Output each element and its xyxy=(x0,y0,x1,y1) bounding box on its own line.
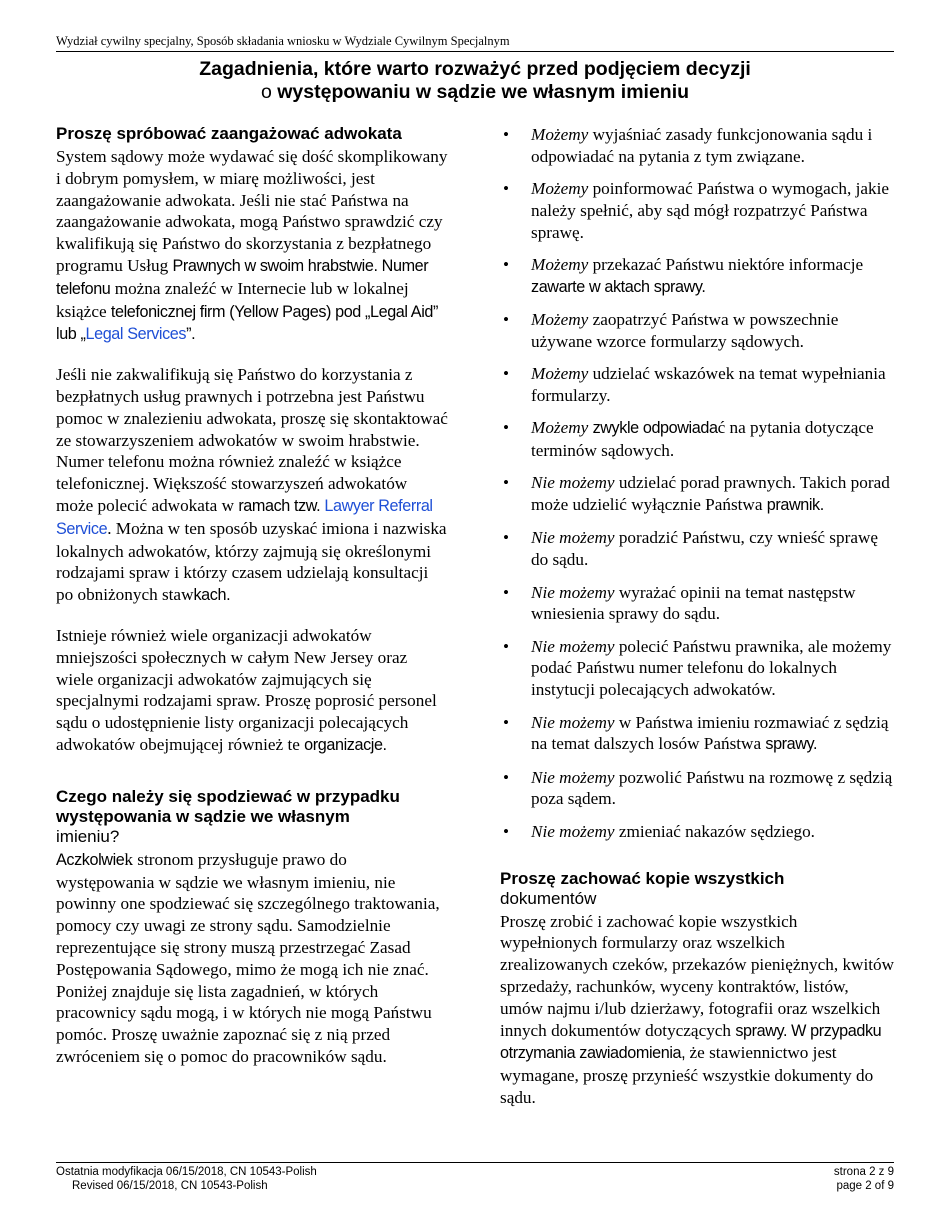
document-footer xyxy=(56,1162,894,1192)
list-item xyxy=(500,821,894,843)
text-run: pozwolić Państwu na rozmowę z sędzią poza sądem. xyxy=(531,767,893,809)
text-run: k stronom przysługuje prawo do występowania w sądzie we własnym imieniu, nie powinny one spodziewać się szczególnego traktowania, pomocy czy uwagi ze strony sądu. Samodzielnie reprezentujące się strony muszą przestrzegać Zasad Postępowania Sądowego, mimo że mogą ich nie znać. Poniżej znajduje się lista zagadnień, w których pracownicy sądu mogą, i w których nie mogą Państwu pomóc. Proszę uważnie zapoznać się z nią przed zwróceniem się o pomoc do pracowników sądu. xyxy=(56,849,440,1066)
paragraph-lawyer-1 xyxy=(56,146,448,346)
text-run: udzielać wskazówek na temat wypełniania formularzy. xyxy=(531,364,886,405)
item-emphasis: Nie możemy xyxy=(531,582,615,602)
text-run: telefonicznej firm (Yellow Pages) pod „Legal Aid” lub „ xyxy=(56,302,438,344)
legal-services-link[interactable]: Legal Services xyxy=(85,325,187,344)
text-run: wyjaśniać zasady funkcjonowania sądu i odpowiadać na pytania z tym związane. xyxy=(531,125,873,166)
item-emphasis: Nie możemy xyxy=(531,821,615,841)
bullet-icon: • xyxy=(503,767,510,787)
heading-bold-run: Czego należy się spodziewać w przypadku występowania w sądzie we własnym xyxy=(56,786,400,826)
text-run: zwykle odpowiada xyxy=(592,419,718,438)
bullet-icon: • xyxy=(503,179,510,199)
paragraph-lawyer-3 xyxy=(56,625,448,757)
text-run: prawnik. xyxy=(766,496,824,515)
title-line-2-bold: występowaniu w sądzie we własnym imieniu xyxy=(271,81,690,103)
text-run: ramach tzw. xyxy=(238,496,325,515)
heading-bold-run: Proszę zachować kopie wszystkich xyxy=(500,868,785,888)
title-line-2-prefix: o xyxy=(260,81,272,103)
text-run: że stawiennictwo jest wymagane, proszę przynieść wszystkie dokumenty do sądu. xyxy=(500,1043,874,1107)
list-item xyxy=(500,309,894,353)
text-run: Prawnych w swoim hrabstwie. Numer telefonu xyxy=(56,256,429,298)
list-item xyxy=(500,712,894,757)
item-emphasis: Nie możemy xyxy=(531,636,615,656)
lawyer-referral-service-link[interactable]: Lawyer Referral Service xyxy=(56,496,433,538)
footer-page-number xyxy=(834,1166,894,1193)
item-emphasis: Możemy xyxy=(531,125,589,144)
item-emphasis: Nie możemy xyxy=(531,528,615,548)
section-heading-keep-copies xyxy=(500,869,894,909)
text-run: można znaleźć w Internecie lub w lokalnej książce xyxy=(56,278,409,321)
section-heading-lawyer: Proszę spróbować zaangażować adwokata xyxy=(56,124,402,143)
header-text: Wydział cywilny specjalny, Sposób składania wniosku w Wydziale Cywilnym Specjalnym xyxy=(56,34,510,48)
bullet-icon: • xyxy=(503,254,510,274)
text-run: . Można w ten sposób uzyskać imiona i nazwiska lokalnych adwokatów, którzy zajmują się określonymi rodzajami spraw i którzy czasem udzielają konsultacji po obniżonych staw xyxy=(56,518,447,605)
bullet-icon: • xyxy=(503,418,510,438)
list-item xyxy=(500,582,894,626)
section-heading-expectations xyxy=(56,787,448,847)
text-run: Proszę zrobić i zachować kopie wszystkich wypełnionych formularzy oraz wszelkich zrealizowanych czeków, przekazów pieniężnych, kwitów sprzedaży, rachunków, wyceny kontraktów, listów, umów najmu i/lub dzierżawy, fotografii oraz wszelkich innych dokumentów dotyczących xyxy=(500,911,895,1040)
paragraph-lawyer-2 xyxy=(56,364,448,607)
text-run: Istnieje również wiele organizacji adwokatów mniejszości społecznych w całym New Jersey oraz wiele organizacji adwokatów zajmujących się specjalnymi rodzajami spraw. Proszę poprosić personel sądu o udostępnienie listy organizacji polecających adwokatów obejmującej również te xyxy=(56,625,437,754)
bullet-icon: • xyxy=(503,310,510,330)
footer-revision-english: Revised 06/15/2018, CN 10543-Polish xyxy=(72,1179,268,1192)
text-run: Aczkolwie xyxy=(56,850,125,869)
item-emphasis: Możemy xyxy=(531,310,589,330)
text-run: zawarte w aktach sprawy. xyxy=(531,277,706,296)
bullet-icon: • xyxy=(503,473,510,493)
text-run: poinformować Państwa o wymogach, jakie należy spełnić, aby sąd mógł rozpatrzyć Państwa sprawę. xyxy=(531,179,889,242)
text-run: Jeśli nie zakwalifikują się Państwo do korzystania z bezpłatnych usług prawnych i potrzebna jest Państwu pomoc w znalezieniu adwokata, proszę się skontaktować ze stowarzyszeniem adwokatów w swoim hrabstwie. Numer telefonu można również znaleźć w książce telefonicznej. Większość stowarzyszeń adwokatów może polecić adwokata w xyxy=(56,365,448,515)
item-emphasis: Możemy xyxy=(531,179,589,199)
right-column xyxy=(500,124,894,1127)
list-item xyxy=(500,363,894,407)
heading-light-run: imieniu? xyxy=(56,826,120,846)
list-item xyxy=(500,472,894,517)
item-emphasis: Możemy xyxy=(531,254,589,274)
list-item xyxy=(500,527,894,571)
footer-revision xyxy=(56,1166,317,1193)
text-run: sprawy. xyxy=(765,735,818,754)
text-run: sprawy. W przypadku otrzymania zawiadomienia, xyxy=(500,1021,882,1063)
item-emphasis: Możemy xyxy=(531,418,589,438)
bullet-icon: • xyxy=(503,528,510,548)
left-column xyxy=(56,124,448,1086)
bullet-icon: • xyxy=(503,712,510,732)
page-number-polish: strona 2 z 9 xyxy=(833,1166,894,1178)
list-item xyxy=(500,636,894,701)
list-item xyxy=(500,254,894,299)
title-line-1: Zagadnienia, które warto rozważyć przed podjęciem decyzji xyxy=(199,58,751,80)
text-run: ć na pytania dotyczące terminów sądowych. xyxy=(531,418,874,461)
text-run: zaopatrzyć Państwa w powszechnie używane wzorce formularzy sądowych. xyxy=(531,310,839,351)
text-run: w Państwa imieniu rozmawiać z sędzią na temat dalszych losów Państwa xyxy=(531,712,889,754)
text-run: kach. xyxy=(193,586,231,605)
title-line-2 xyxy=(56,81,894,104)
item-emphasis: Nie możemy xyxy=(531,712,615,732)
item-emphasis: Nie możemy xyxy=(531,767,615,787)
page-title xyxy=(56,58,894,104)
item-emphasis: Nie możemy xyxy=(531,473,615,493)
list-item xyxy=(500,178,894,243)
heading-light-run: dokumentów xyxy=(500,888,597,908)
paragraph-expectations xyxy=(56,849,448,1068)
text-run: zmieniać nakazów sędziego. xyxy=(614,821,815,841)
list-item xyxy=(500,417,894,462)
text-run: poradzić Państwu, czy wnieść sprawę do sądu. xyxy=(531,528,878,570)
list-item xyxy=(500,767,894,811)
text-run: przekazać Państwu niektóre informacje xyxy=(588,254,864,274)
bullet-icon: • xyxy=(503,821,510,841)
bullet-icon: • xyxy=(503,636,510,656)
item-emphasis: Możemy xyxy=(531,364,589,384)
can-cannot-list xyxy=(500,124,894,843)
text-run: System sądowy może wydawać się dość skomplikowany i dobrym pomysłem, w miarę możliwości, jest zaangażowanie adwokata. Jeśli nie stać Państwa na zaangażowanie adwokata, mogą Państwo sprawdzić czy kwalifikują się Państwo do skorzystania z bezpłatnego programu Usług xyxy=(56,147,448,275)
bullet-icon: • xyxy=(503,364,510,384)
document-header xyxy=(56,34,894,52)
text-run: udzielać porad prawnych. Takich porad może udzielić wyłącznie Państwa xyxy=(531,473,890,515)
footer-revision-polish: Ostatnia modyfikacja 06/15/2018, CN 10543-Polish xyxy=(56,1166,317,1178)
bullet-icon: • xyxy=(503,125,510,144)
page-number-english: page 2 of 9 xyxy=(836,1179,894,1192)
text-run: ”. xyxy=(186,325,196,344)
bullet-icon: • xyxy=(503,582,510,602)
text-run: polecić Państwu prawnika, ale możemy podać Państwu numer telefonu do lokalnych instytucji polecających adwokatów. xyxy=(531,636,892,700)
text-run: wyrażać opinii na temat następstw wniesienia sprawy do sądu. xyxy=(531,582,856,624)
paragraph-keep-copies xyxy=(500,911,894,1109)
text-run: organizacje. xyxy=(304,735,387,754)
list-item xyxy=(500,124,894,168)
